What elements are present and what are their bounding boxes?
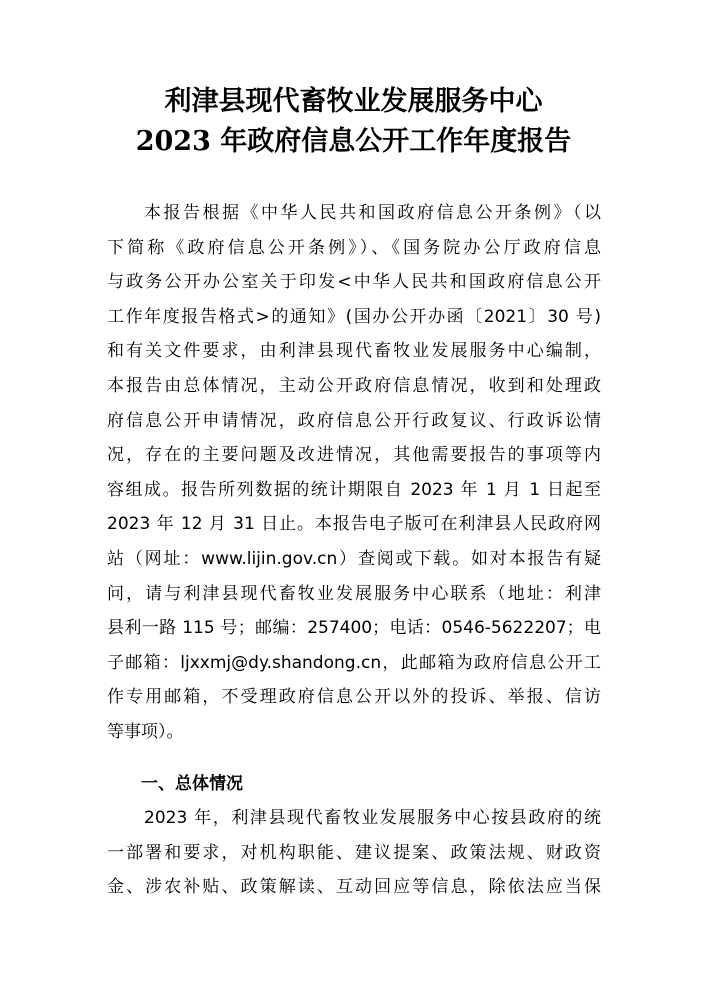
text-line: 等事项）。 [107,721,184,742]
document-title-line2: 2023 年政府信息公开工作年度报告 [135,126,572,157]
intro-paragraph [107,196,601,750]
text-line: 容组成。报告所列数据的统计期限自 2023 年 1 月 1 日起至 [107,479,601,500]
text-line: 况，存在的主要问题及改进情况，其他需要报告的事项等内 [107,445,601,466]
section-heading: 一、总体情况 [141,774,243,794]
text-line: 工作年度报告格式>的通知》(国办公开办函〔2021〕30 号) [107,306,601,327]
document-title-line1: 利津县现代畜牧业发展服务中心 [164,86,543,117]
text-line: 和有关文件要求，由利津县现代畜牧业发展服务中心编制， [107,341,601,362]
text-line: 与政务公开办公室关于印发<中华人民共和国政府信息公开 [107,272,601,293]
text-line: 府信息公开申请情况，政府信息公开行政复议、行政诉讼情 [107,410,601,431]
text-line: 子邮箱：ljxxmj@dy.shandong.cn，此邮箱为政府信息公开工 [107,652,601,673]
text-line: 一部署和要求，对机构职能、建议提案、政策法规、财政资 [107,842,601,863]
text-line: 2023 年，利津县现代畜牧业发展服务中心按县政府的统 [144,808,601,828]
text-line: 下简称《政府信息公开条例》）、《国务院办公厅政府信息 [107,237,601,258]
text-line: 本报告由总体情况，主动公开政府信息情况，收到和处理政 [107,375,601,396]
text-line: 作专用邮箱，不受理政府信息公开以外的投诉、举报、信访 [107,687,601,708]
section1-paragraph [107,801,601,905]
text-line: 县利一路 115 号；邮编：257400；电话：0546-5622207；电 [107,618,601,639]
text-line: 问，请与利津县现代畜牧业发展服务中心联系（地址：利津 [107,583,601,604]
text-line: 本报告根据《中华人民共和国政府信息公开条例》（以 [144,203,601,223]
text-line: 2023 年 12 月 31 日止。本报告电子版可在利津县人民政府网 [107,514,601,535]
text-line: 站（网址：www.lijin.gov.cn）查阅或下载。如对本报告有疑 [107,548,601,569]
text-line: 金、涉农补贴、政策解读、互动回应等信息，除依法应当保 [107,877,601,898]
